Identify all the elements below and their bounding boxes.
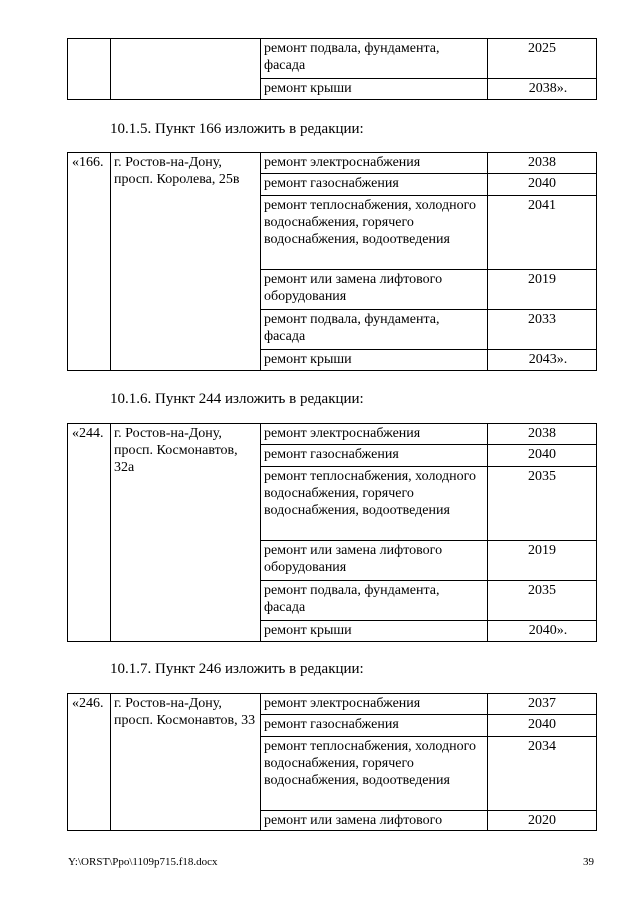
year-cell: 2019 xyxy=(488,541,597,581)
work-cell: ремонт электроснабжения xyxy=(261,694,488,715)
year-cell: 2040 xyxy=(488,174,597,196)
year-cell: 2037 xyxy=(488,694,597,715)
address-cell xyxy=(111,39,261,100)
work-cell: ремонт газоснабжения xyxy=(261,715,488,737)
year-cell: 2025 xyxy=(488,39,597,79)
work-cell: ремонт или замена лифтового оборудования xyxy=(261,270,488,310)
year-cell: 2040». xyxy=(488,621,597,642)
year-cell: 2035 xyxy=(488,581,597,621)
year-cell: 2020 xyxy=(488,811,597,831)
item-number: «246. xyxy=(68,694,111,831)
number-cell xyxy=(68,39,111,100)
address-cell: г. Ростов-на-Дону, просп. Королева, 25в xyxy=(111,153,261,371)
table-row xyxy=(68,153,597,174)
item-number: «244. xyxy=(68,424,111,642)
table-row xyxy=(68,39,597,79)
section-heading: 10.1.5. Пункт 166 изложить в редакции: xyxy=(110,121,364,137)
page-number: 39 xyxy=(583,856,594,868)
section-heading: 10.1.7. Пункт 246 изложить в редакции: xyxy=(110,661,364,677)
table-row xyxy=(68,424,597,445)
work-cell: ремонт теплоснабжения, холодного водоснабжения, горячего водоснабжения, водоотведения xyxy=(261,737,488,811)
work-cell: ремонт теплоснабжения, холодного водоснабжения, горячего водоснабжения, водоотведения xyxy=(261,467,488,541)
year-cell: 2038 xyxy=(488,424,597,445)
work-cell: ремонт крыши xyxy=(261,350,488,371)
work-cell: ремонт или замена лифтового xyxy=(261,811,488,831)
year-cell: 2035 xyxy=(488,467,597,541)
section-heading: 10.1.6. Пункт 244 изложить в редакции: xyxy=(110,391,364,407)
work-cell: ремонт электроснабжения xyxy=(261,424,488,445)
year-cell: 2041 xyxy=(488,196,597,270)
work-cell: ремонт подвала, фундамента, фасада xyxy=(261,39,488,79)
work-cell: ремонт крыши xyxy=(261,79,488,100)
work-cell: ремонт или замена лифтового оборудования xyxy=(261,541,488,581)
address-cell: г. Ростов-на-Дону, просп. Космонавтов, 33 xyxy=(111,694,261,831)
year-cell: 2043». xyxy=(488,350,597,371)
item-number: «166. xyxy=(68,153,111,371)
work-cell: ремонт газоснабжения xyxy=(261,174,488,196)
item-table-246 xyxy=(67,693,597,831)
work-cell: ремонт газоснабжения xyxy=(261,445,488,467)
work-cell: ремонт подвала, фундамента, фасада xyxy=(261,310,488,350)
address-cell: г. Ростов-на-Дону, просп. Космонавтов, 32а xyxy=(111,424,261,642)
year-cell: 2040 xyxy=(488,445,597,467)
year-cell: 2038». xyxy=(488,79,597,100)
work-cell: ремонт крыши xyxy=(261,621,488,642)
continuation-table xyxy=(67,38,597,100)
year-cell: 2034 xyxy=(488,737,597,811)
item-table-166 xyxy=(67,152,597,371)
work-cell: ремонт электроснабжения xyxy=(261,153,488,174)
year-cell: 2019 xyxy=(488,270,597,310)
item-table-244 xyxy=(67,423,597,642)
work-cell: ремонт подвала, фундамента, фасада xyxy=(261,581,488,621)
footer-file-path: Y:\ORST\Ppo\1109p715.f18.docx xyxy=(68,856,218,868)
work-cell: ремонт теплоснабжения, холодного водоснабжения, горячего водоснабжения, водоотведения xyxy=(261,196,488,270)
year-cell: 2038 xyxy=(488,153,597,174)
year-cell: 2040 xyxy=(488,715,597,737)
year-cell: 2033 xyxy=(488,310,597,350)
table-row xyxy=(68,694,597,715)
